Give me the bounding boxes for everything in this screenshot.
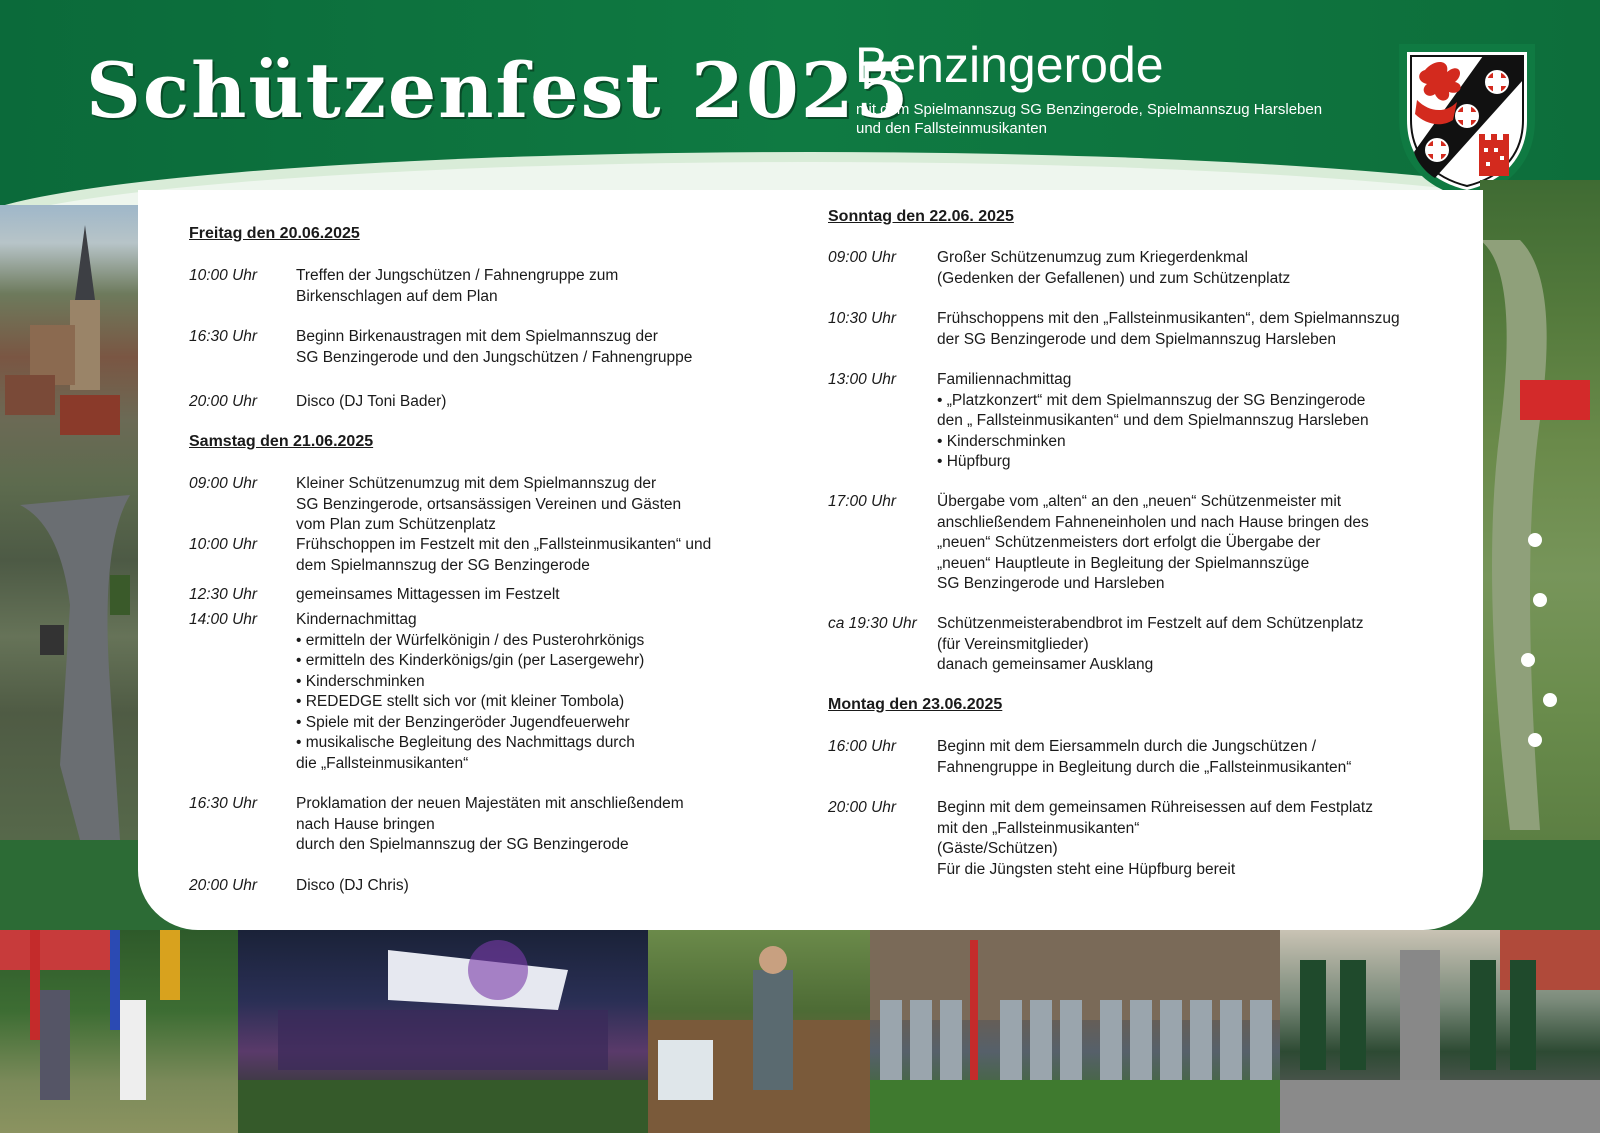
entry-line: den „ Fallsteinmusikanten“ und dem Spielmannszug Harsleben [937, 412, 1369, 429]
entry-description [937, 248, 1290, 289]
entry-line: SG Benzingerode und den Jungschützen / Fahnengruppe [296, 348, 693, 366]
header-subtitle [856, 100, 1396, 138]
schuetzenmeister-photo [648, 930, 870, 1133]
village-aerial-photo [0, 205, 140, 840]
entry-description [296, 392, 446, 413]
village-aerial-photo-illustration [0, 205, 140, 840]
entry-line: mit den „Fallsteinmusikanten“ [937, 819, 1140, 837]
entry-time: 10:30 Uhr [828, 310, 897, 327]
entry-line: die „Fallsteinmusikanten“ [296, 754, 469, 772]
entry-description [937, 737, 1351, 778]
entry-line: Disco (DJ Toni Bader) [296, 393, 447, 410]
entry-line: Disco (DJ Chris) [296, 877, 409, 894]
entry-line: vom Plan zum Schützenplatz [296, 516, 496, 533]
entry-line: Birkenschlagen auf dem Plan [296, 287, 498, 305]
parade-aerial-photo-illustration [1480, 180, 1600, 840]
entry-time: 17:00 Uhr [828, 493, 897, 510]
day-heading-saturday: Samstag den 21.06.2025 [189, 433, 374, 450]
entry-line: • Hüpfburg [937, 453, 1011, 470]
entry-description [296, 610, 644, 774]
entry-line: Familiennachmittag [937, 371, 1072, 388]
entry-description [937, 492, 1369, 595]
entry-line: „neuen“ Hauptleute in Begleitung der Spielmannszüge [937, 554, 1310, 572]
entry-time: 20:00 Uhr [189, 393, 258, 410]
entry-line: SG Benzingerode, ortsansässigen Vereinen und Gästen [296, 495, 682, 513]
entry-line: danach gemeinsamer Ausklang [937, 656, 1154, 673]
entry-time: 20:00 Uhr [828, 799, 897, 816]
entry-line: Beginn mit dem gemeinsamen Rühreisessen auf dem Festplatz [937, 799, 1373, 816]
entry-description [296, 876, 409, 897]
disco-photo [238, 930, 648, 1133]
entry-line: der SG Benzingerode und dem Spielmannszug Harsleben [937, 330, 1336, 348]
entry-line: (Gedenken der Gefallenen) und zum Schützenplatz [937, 269, 1291, 287]
day-heading-friday: Freitag den 20.06.2025 [189, 225, 360, 242]
entry-line: „neuen“ Schützenmeisters dort erfolgt die Übergabe der [937, 534, 1321, 551]
entry-time: 10:00 Uhr [189, 267, 258, 284]
entry-line: Fahnengruppe in Begleitung durch die „Fallsteinmusikanten“ [937, 758, 1352, 776]
entry-line: Schützenmeisterabendbrot im Festzelt auf dem Schützenplatz [937, 615, 1364, 632]
entry-time: 14:00 Uhr [189, 611, 258, 628]
day-heading-monday: Montag den 23.06.2025 [828, 696, 1003, 713]
entry-description [937, 614, 1363, 676]
town-name: Benzingerode [855, 37, 1164, 93]
entry-line: Treffen der Jungschützen / Fahnengruppe zum [296, 267, 619, 284]
subtitle-line: mit dem Spielmannszug SG Benzingerode, Spielmannszug Harsleben [856, 101, 1323, 118]
group-photo-illustration [870, 930, 1280, 1133]
entry-time: 16:00 Uhr [828, 738, 897, 755]
entry-line: nach Hause bringen [296, 815, 435, 833]
entry-line: (für Vereinsmitglieder) [937, 635, 1089, 653]
entry-description [296, 794, 684, 856]
entry-description [296, 535, 711, 576]
group-photo [870, 930, 1280, 1133]
entry-line: Frühschoppens mit den „Fallsteinmusikanten“, dem Spielmannszug [937, 310, 1400, 327]
entry-time: 09:00 Uhr [189, 475, 258, 492]
entry-line: • Kinderschminken [296, 672, 425, 690]
entry-line: anschließendem Fahneneinholen und nach Hause bringen des [937, 513, 1369, 531]
entry-line: • Kinderschminken [937, 432, 1066, 450]
entry-line: Beginn Birkenaustragen mit dem Spielmannszug der [296, 328, 658, 345]
entry-time: ca 19:30 Uhr [828, 615, 917, 632]
subtitle-line: und den Fallsteinmusikanten [856, 120, 1047, 137]
entry-line: durch den Spielmannszug der SG Benzingerode [296, 836, 629, 853]
flag-bearers-photo-illustration [0, 930, 238, 1133]
entry-line: • REDEDGE stellt sich vor (mit kleiner Tombola) [296, 693, 625, 710]
entry-description [296, 474, 681, 536]
parade-aerial-photo [1480, 180, 1600, 840]
entry-line: SG Benzingerode und Harsleben [937, 575, 1165, 592]
marching-band-photo [1280, 930, 1600, 1133]
entry-line: • ermitteln der Würfelkönigin / des Pusterohrkönigs [296, 631, 645, 649]
entry-time: 09:00 Uhr [828, 249, 897, 266]
entry-line: Übergabe vom „alten“ an den „neuen“ Schützenmeister mit [937, 493, 1342, 510]
entry-line: dem Spielmannszug der SG Benzingerode [296, 556, 590, 574]
entry-time: 16:30 Uhr [189, 795, 258, 812]
entry-line: • musikalische Begleitung des Nachmittags durch [296, 734, 635, 751]
entry-line: Beginn mit dem Eiersammeln durch die Jungschützen / [937, 738, 1317, 755]
entry-line: Frühschoppen im Festzelt mit den „Fallsteinmusikanten“ und [296, 536, 712, 553]
marching-band-photo-illustration [1280, 930, 1600, 1133]
disco-photo-illustration [238, 930, 648, 1133]
entry-line: Proklamation der neuen Majestäten mit anschließendem [296, 795, 684, 812]
entry-description [296, 266, 618, 307]
entry-line: Für die Jüngsten steht eine Hüpfburg bereit [937, 860, 1236, 878]
entry-time: 12:30 Uhr [189, 586, 258, 603]
entry-description [296, 585, 560, 606]
entry-time: 10:00 Uhr [189, 536, 258, 553]
entry-description [937, 798, 1373, 880]
entry-line: gemeinsames Mittagessen im Festzelt [296, 586, 560, 603]
page-title: Schützenfest 2025 [86, 46, 911, 135]
entry-time: 13:00 Uhr [828, 371, 897, 388]
entry-time: 16:30 Uhr [189, 328, 258, 345]
flag-bearers-photo [0, 930, 238, 1133]
day-heading-sunday: Sonntag den 22.06. 2025 [828, 208, 1014, 225]
entry-line: (Gäste/Schützen) [937, 840, 1058, 857]
entry-description [937, 370, 1369, 473]
entry-time: 20:00 Uhr [189, 877, 258, 894]
entry-line: Großer Schützenumzug zum Kriegerdenkmal [937, 249, 1248, 266]
coat-of-arms-icon [1395, 40, 1539, 202]
entry-description [296, 327, 692, 368]
entry-line: Kindernachmittag [296, 611, 417, 628]
entry-line: • „Platzkonzert“ mit dem Spielmannszug der SG Benzingerode [937, 391, 1366, 409]
entry-line: • Spiele mit der Benzingeröder Jugendfeuerwehr [296, 713, 630, 731]
schuetzenmeister-photo-illustration [648, 930, 870, 1133]
entry-line: Kleiner Schützenumzug mit dem Spielmannszug der [296, 475, 657, 492]
entry-line: • ermitteln des Kinderkönigs/gin (per Lasergewehr) [296, 652, 645, 669]
entry-description [937, 309, 1400, 350]
